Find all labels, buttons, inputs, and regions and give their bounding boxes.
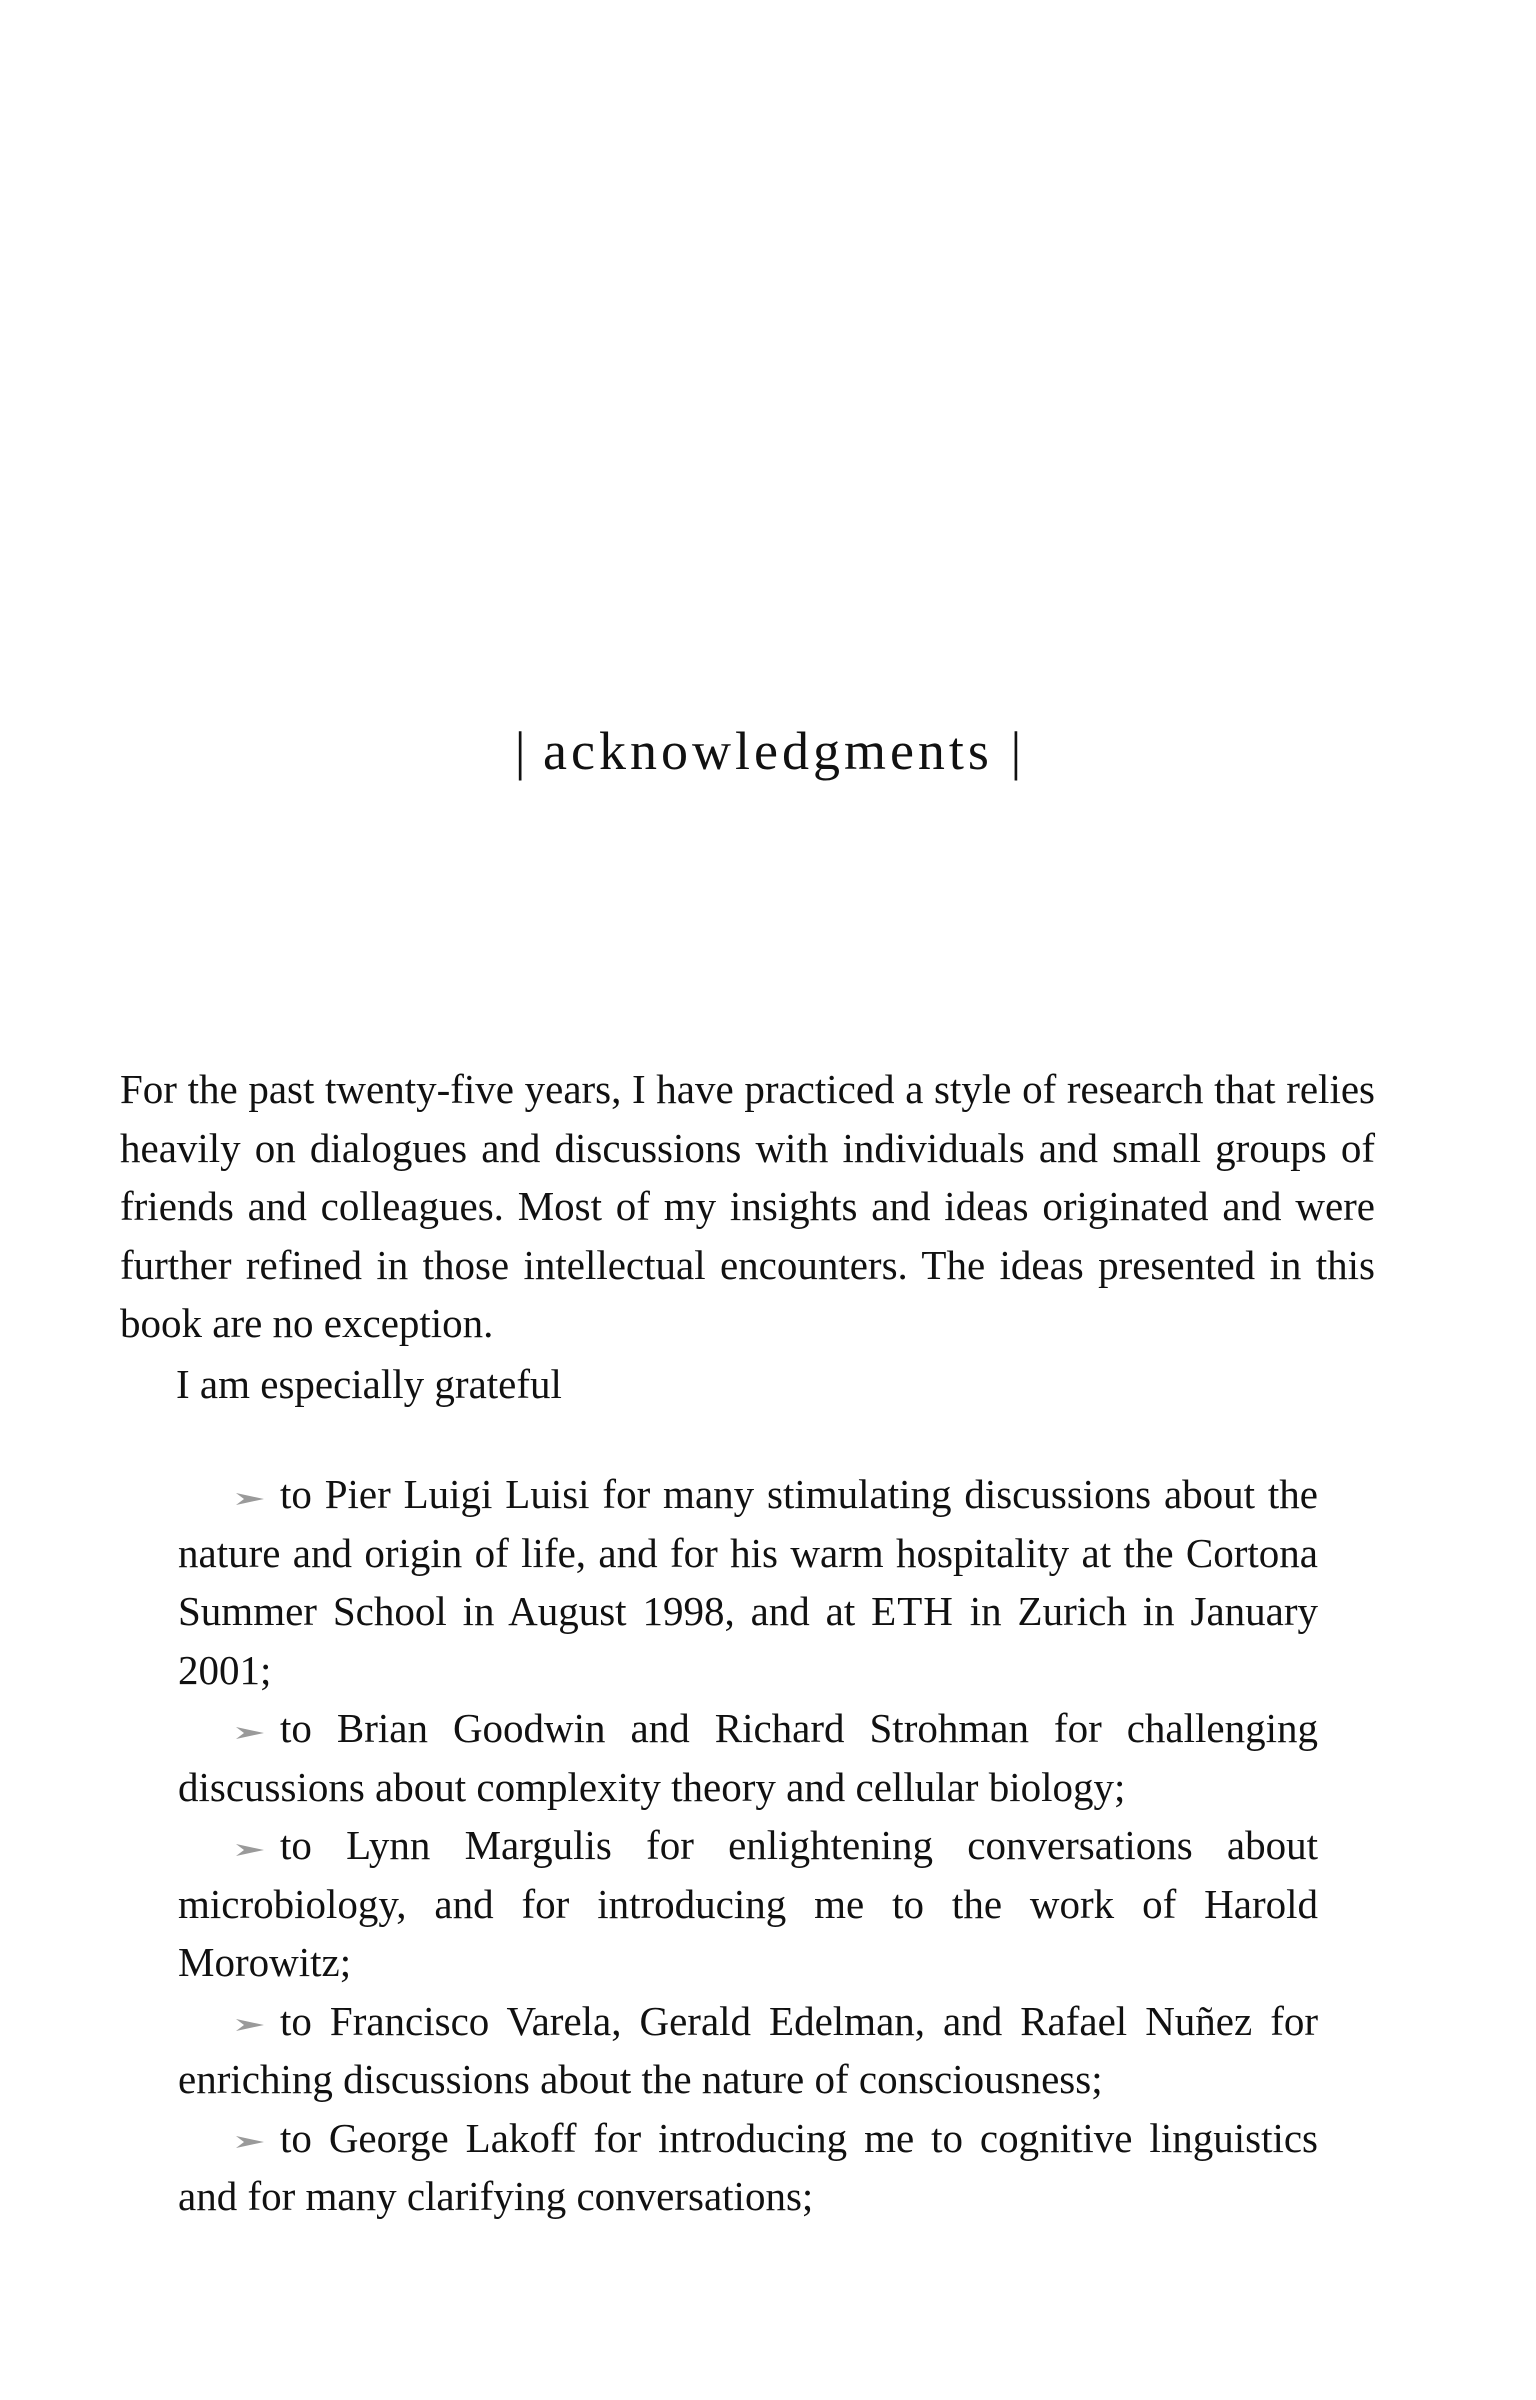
acknowledgment-list <box>178 1465 1318 2226</box>
item-text: to Francisco Varela, Gerald Edelman, and Rafael Nuñez for enriching discussions about the nature of consciousness; <box>178 1997 1318 2102</box>
item-text-after: in Zurich in January 2001; <box>178 1588 1318 1693</box>
item-text-before: to Pier Luigi Luisi for many stimulating discussions about the nature and origin of life, and for his warm hospitality at the Cortona Summer School in August 1998, and at <box>178 1471 1318 1634</box>
title-right-bar: | <box>1010 721 1022 781</box>
title-left-bar: | <box>514 721 526 781</box>
item-abbr: ETH <box>871 1588 954 1634</box>
list-item <box>178 1992 1318 2109</box>
list-item <box>178 2109 1318 2226</box>
page-title <box>0 720 1536 782</box>
list-item <box>178 1465 1318 1699</box>
item-text: to Lynn Margulis for enlightening conversations about microbiology, and for introducing me to the work of Harold Morowitz; <box>178 1822 1318 1985</box>
title-text: acknowledgments <box>543 721 993 781</box>
arrow-ornament-icon <box>234 2016 266 2034</box>
list-item <box>178 1816 1318 1992</box>
intro-paragraph: For the past twenty-five years, I have practiced a style of research that relies heavily on dialogues and discussions with individuals and small groups of friends and colleagues. Most of my insights and ideas originated and were further refined in those intellectual encounters. The ideas presented in this book are no exception. <box>120 1066 1375 1346</box>
arrow-ornament-icon <box>234 2133 266 2151</box>
item-text: to Brian Goodwin and Richard Strohman for challenging discussions about complexity theory and cellular biology; <box>178 1705 1318 1810</box>
grateful-line: I am especially grateful <box>176 1361 562 1407</box>
list-item <box>178 1699 1318 1816</box>
arrow-ornament-icon <box>234 1724 266 1742</box>
arrow-ornament-icon <box>234 1490 266 1508</box>
arrow-ornament-icon <box>234 1841 266 1859</box>
item-text: to George Lakoff for introducing me to cognitive linguistics and for many clarifying conversations; <box>178 2114 1318 2219</box>
